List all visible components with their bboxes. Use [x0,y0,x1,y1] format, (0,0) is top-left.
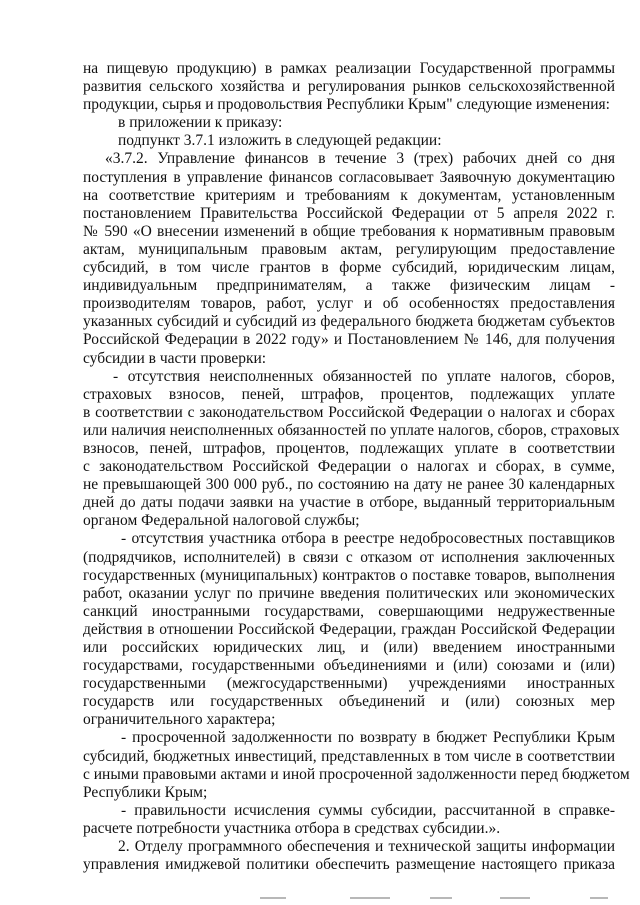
document-line: подпункт 3.7.1 изложить в следующей редакции: [118,132,442,150]
document-line: органом Федеральной налоговой службы; [83,512,360,530]
document-line: не превышающей 300 000 руб., по состоянию на дату не ранее 30 календарных [83,476,615,494]
document-line: государственных (муниципальных) контрактов о поставке товаров, выполнения [83,566,615,584]
document-line: в приложении к приказу: [118,114,283,132]
document-line: указанных субсидий и субсидий из федерального бюджета бюджетам субъектов [83,313,615,331]
document-line: актам, муниципальным правовым актам, регулирующим предоставление [83,240,615,258]
document-line: или наличия неисполненных обязанностей по уплате налогов, сборов, страховых [83,421,620,439]
document-line: постановлением Правительства Российской Федерации от 5 апреля 2022 г. [83,204,615,222]
document-line: продукции, сырья и продовольствия Республики Крым" следующие изменения: [83,96,610,114]
scan-artifact [200,895,620,901]
document-line: № 590 «О внесении изменений в общие требования к нормативным правовым [83,222,615,240]
document-body [83,60,630,874]
document-line: страховых взносов, пеней, штрафов, процентов, подлежащих уплате [83,385,615,403]
document-line: с законодательством Российской Федерации о налогах и сборах, в сумме, [83,458,615,476]
document-line: - правильности исчисления суммы субсидии, рассчитанной в справке- [121,801,615,819]
document-line: на пищевую продукцию) в рамках реализации Государственной программы [83,60,615,77]
document-line: субсидии в части проверки: [83,349,267,367]
document-line: - отсутствия участника отбора в реестре недобросовестных поставщиков [121,530,615,548]
document-line: в соответствии с законодательством Российской Федерации о налогах и сборах [83,403,615,421]
document-line: дней до даты подачи заявки на участие в отборе, выданный территориальным [83,494,615,512]
document-line: работ, оказании услуг по причине введения политических или экономических [83,584,615,602]
document-line: с иными правовыми актами и иной просроченной задолженности перед бюджетом [83,765,630,783]
document-line: субсидий, в том числе грантов в форме субсидий, юридическим лицам, [83,259,615,277]
document-line: или российских юридических лиц, и (или) введением иностранными [83,639,615,656]
document-line: ограничительного характера; [83,711,276,729]
document-line: развития сельского хозяйства и регулирования рынков сельскохозяйственной [83,78,615,96]
document-line: государств или государственных объединений и (или) союзных мер [83,693,615,711]
document-line: индивидуальным предпринимателям, а также физическим лицам - [83,277,615,295]
document-line: субсидий, бюджетных инвестиций, представленных в том числе в соответствии [83,747,615,765]
document-line: - отсутствия неисполненных обязанностей по уплате налогов, сборов, [113,367,615,385]
document-line: производителям товаров, работ, услуг и об особенностях предоставления [83,295,615,313]
document-line: на соответствие критериям и требованиям к документам, установленным [83,186,615,204]
document-line: расчете потребности участника отбора в средствах субсидии.». [83,819,501,837]
document-line: взносов, пеней, штрафов, процентов, подлежащих уплате в соответствии [83,439,615,457]
document-line: государствами, государственными объединениями и (или) союзами и (или) [83,657,615,675]
document-line: (подрядчиков, исполнителей) в связи с отказом от исполнения заключенных [83,548,615,566]
document-line: поступления в управление финансов согласовывает Заявочную документацию [83,168,615,186]
document-line: «3.7.2. Управление финансов в течение 3 (трех) рабочих дней со дня [105,150,615,168]
document-line: Российской Федерации в 2022 году» и Постановлением № 146, для получения [83,331,615,349]
document-line: 2. Отделу программного обеспечения и технической защиты информации [118,838,615,856]
document-line: санкций иностранными государствами, совершающими недружественные [83,602,615,620]
document-line: действия в отношении Российской Федерации, граждан Российской Федерации [83,620,615,638]
document-line: управления имиджевой политики обеспечить размещение настоящего приказа [83,856,615,874]
document-line: государственными (межгосударственными) учреждениями иностранных [83,675,615,693]
document-line: - просроченной задолженности по возврату в бюджет Республики Крым [121,729,615,747]
document-line: Республики Крым; [83,783,208,801]
